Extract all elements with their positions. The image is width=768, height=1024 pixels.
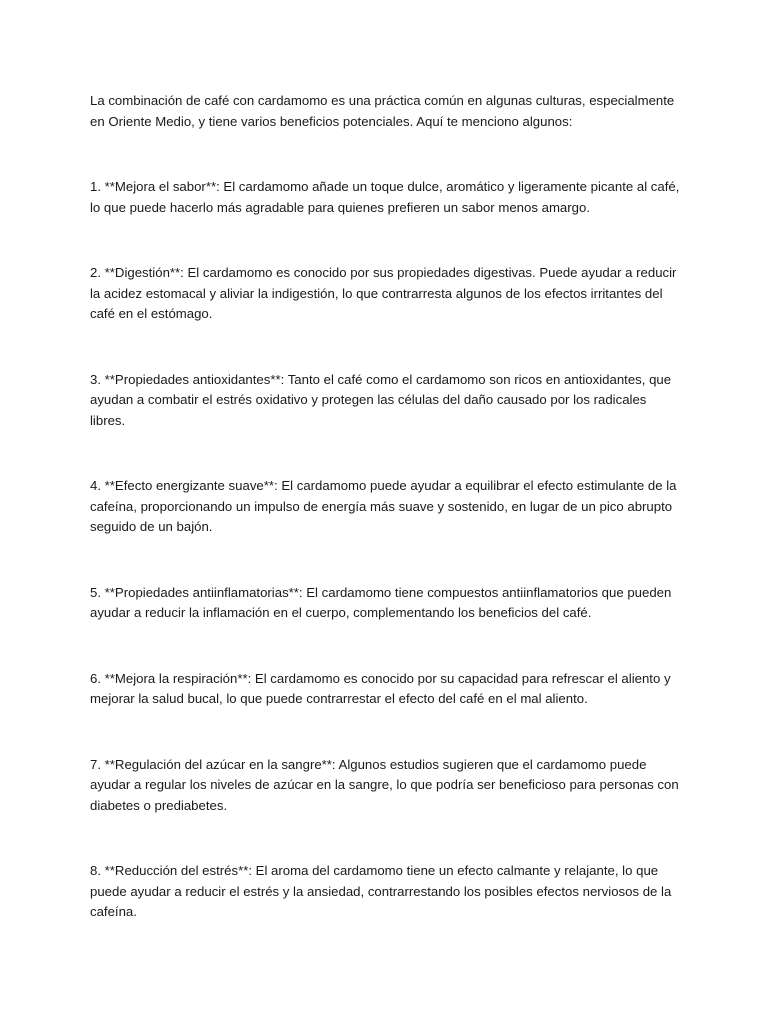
benefit-item-5: 5. **Propiedades antiinflamatorias**: El cardamomo tiene compuestos antiinflamatorios que pueden ayudar a reducir la inflamación en el cuerpo, complementando los beneficios del café. bbox=[90, 584, 672, 620]
benefit-item-8: 8. **Reducción del estrés**: El aroma del cardamomo tiene un efecto calmante y relajante, lo que puede ayudar a reducir el estrés y la ansiedad, contrarrestando los posibles efectos nerviosos de la cafeína. bbox=[90, 863, 672, 919]
benefit-item-1: 1. **Mejora el sabor**: El cardamomo añade un toque dulce, aromático y ligeramente picante al café, lo que puede hacerlo más agradable para quienes prefieren un sabor menos amargo. bbox=[90, 179, 680, 215]
benefit-item-7: 7. **Regulación del azúcar en la sangre**: Algunos estudios sugieren que el cardamomo puede ayudar a regular los niveles de azúcar en la sangre, lo que podría ser beneficioso para personas con diabetes o prediabetes. bbox=[90, 756, 679, 813]
benefit-item-6: 6. **Mejora la respiración**: El cardamomo es conocido por su capacidad para refrescar el aliento y mejorar la salud bucal, lo que puede contrarrestar el efecto del café en el mal aliento. bbox=[90, 670, 671, 706]
benefit-item-3: 3. **Propiedades antioxidantes**: Tanto el café como el cardamomo son ricos en antioxidantes, que ayudan a combatir el estrés oxidativo y protegen las células del daño causado por los radicales libres. bbox=[90, 371, 672, 428]
benefit-item-2: 2. **Digestión**: El cardamomo es conocido por sus propiedades digestivas. Puede ayudar a reducir la acidez estomacal y aliviar la indigestión, lo que contrarresta algunos de los efectos irritantes del café en el estómago. bbox=[90, 265, 677, 321]
intro-paragraph: La combinación de café con cardamomo es una práctica común en algunas culturas, especialmente en Oriente Medio, y tiene varios beneficios potenciales. Aquí te menciono algunos: bbox=[90, 93, 675, 129]
benefit-item-4: 4. **Efecto energizante suave**: El cardamomo puede ayudar a equilibrar el efecto estimulante de la cafeína, proporcionando un impulso de energía más suave y sostenido, en lugar de un pico abrupto seguido de un bajón. bbox=[90, 478, 677, 534]
document-body bbox=[90, 91, 682, 923]
